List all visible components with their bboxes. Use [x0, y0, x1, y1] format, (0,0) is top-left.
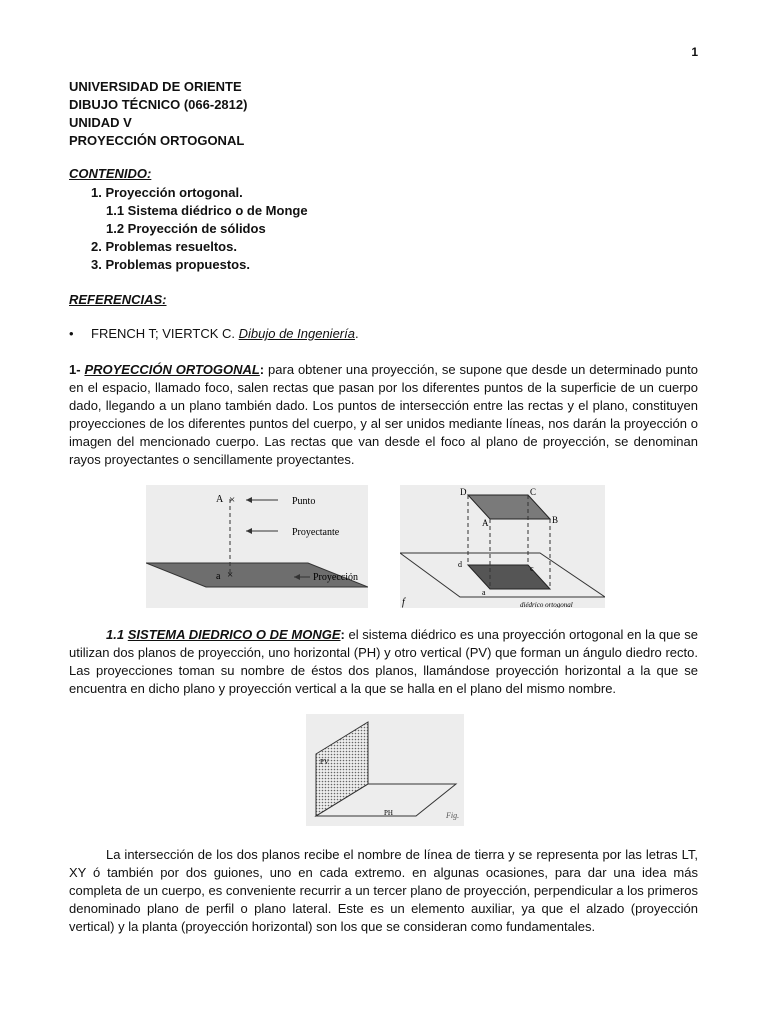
reference-item: • FRENCH T; VIERTCK C. Dibujo de Ingeniería. [69, 326, 359, 341]
paragraph-3: La intersección de los dos planos recibe el nombre de línea de tierra y se representa por las letras LT, XY ó también por dos guiones, uno en cada extremo. en algunas ocasiones, para dar una idea más completa de un cuerpo, es conveniente recurrir a un tercer plano de proyección, perpendicular a los primeros denominado plano de perfil o plano lateral. Este es un elemento auxiliar, ya que el alzado (proyección vertical) y la planta (proyección horizontal) son los que se consideran como fundamentales. [69, 847, 698, 934]
projection-cross-icon: × [227, 569, 234, 581]
label-C: C [530, 487, 537, 497]
contenido-title: CONTENIDO: [69, 166, 152, 181]
projection-label: a [216, 571, 221, 582]
section-1-title: PROYECCIÓN ORTOGONAL [84, 362, 260, 377]
label-proyeccion: Proyección [313, 572, 358, 583]
list-item: 1. Proyección ortogonal. [91, 185, 243, 200]
label-ph: PH [384, 809, 393, 817]
point-label: A [216, 494, 224, 505]
contenido-list [69, 184, 308, 274]
section-1-1-text: el sistema diédrico es una proyección ortogonal en la que se utilizan dos planos de proyección, uno horizontal (PH) y otro vertical (PV) que forman un ángulo diedro recto. Las proyecciones toman su nombre de éstos dos planos, llamándose proyección horizontal a la que se encuentra en dicho plano y proyección vertical a la que se halla en el plano del mismo nombre. [69, 627, 698, 696]
bullet-icon: • [69, 326, 74, 341]
list-item: 3. Problemas propuestos. [91, 257, 250, 272]
page-number: 1 [691, 45, 698, 59]
label-A: A [482, 518, 489, 528]
unit-topic: PROYECCIÓN ORTOGONAL [69, 133, 245, 148]
section-1-1-number: 1.1 [106, 627, 128, 642]
figure-dihedral-planes [306, 714, 464, 826]
section-1-number: 1- [69, 362, 85, 377]
section-1-1-paragraph: 1.1 SISTEMA DIEDRICO O DE MONGE: el sistema diédrico es una proyección ortogonal en la que se utilizan dos planos de proyección, uno horizontal (PH) y otro vertical (PV) que forman un ángulo diedro recto. Las proyecciones toman su nombre de éstos dos planos, llamándose proyección horizontal a la que se encuentra en dicho plano y proyección vertical a la que se halla en el plano del mismo nombre. [69, 627, 698, 696]
referencias-title: REFERENCIAS: [69, 292, 167, 307]
section-1-text: para obtener una proyección, se supone que desde un determinado punto en el espacio, llamado foco, salen rectas que pasan por los diferentes puntos de la superficie de un cuerpo dado, llegando a un plano también dado. Los puntos de intersección entre las rectas y el plano, constituyen proyecciones de los diferentes puntos del cuerpo, y al ser unidos mediante líneas, nos darán la proyección o imagen del mencionado cuerpo. Las rectas que van desde el foco al plano de proyección, se denominan rayos proyectantes o sencillamente proyectantes. [69, 362, 699, 467]
figure-square-projection [400, 485, 605, 608]
label-d: d [458, 560, 462, 569]
vertical-plane [316, 722, 368, 816]
label-c: c [530, 564, 534, 573]
list-item: 1.1 Sistema diédrico o de Monge [106, 203, 308, 218]
reference-book: Dibujo de Ingeniería [238, 326, 355, 341]
course-name: DIBUJO TÉCNICO (066-2812) [69, 97, 248, 112]
square-solid [468, 495, 550, 519]
list-item: 1.2 Proyección de sólidos [106, 221, 266, 236]
figure-caption: diédrico ortogonal [520, 601, 573, 608]
document-header [69, 78, 247, 150]
section-1-1-title: SISTEMA DIEDRICO O DE MONGE [127, 627, 341, 642]
figure-point-projection [146, 485, 368, 608]
section-1-paragraph: 1- PROYECCIÓN ORTOGONAL: para obtener una proyección, se supone que desde un determinado punto en el espacio, llamado foco, salen rectas que pasan por los diferentes puntos de la superficie de un cuerpo dado, llegando a un plano también dado. Los puntos de intersección entre las rectas y el plano, constituyen proyecciones de los diferentes puntos del cuerpo, y al ser unidos mediante líneas, nos darán la proyección o imagen del mencionado cuerpo. Las rectas que van desde el foco al plano de proyección, se denominan rayos proyectantes o sencillamente proyectantes. [69, 362, 699, 467]
square-projection [468, 565, 550, 589]
label-proyectante: Proyectante [292, 527, 340, 538]
label-B: B [552, 515, 559, 525]
figure-corner-mark: f [402, 597, 405, 608]
label-D: D [460, 487, 467, 497]
university-name: UNIVERSIDAD DE ORIENTE [69, 79, 242, 94]
label-pv: PV [320, 758, 329, 766]
point-cross-icon: × [229, 494, 236, 506]
figure-label: Fig. [446, 811, 460, 820]
unit-name: UNIDAD V [69, 115, 132, 130]
list-item: 2. Problemas resueltos. [91, 239, 237, 254]
reference-authors: FRENCH T; VIERTCK C. [91, 326, 239, 341]
label-punto: Punto [292, 496, 316, 507]
label-a: a [482, 588, 486, 597]
